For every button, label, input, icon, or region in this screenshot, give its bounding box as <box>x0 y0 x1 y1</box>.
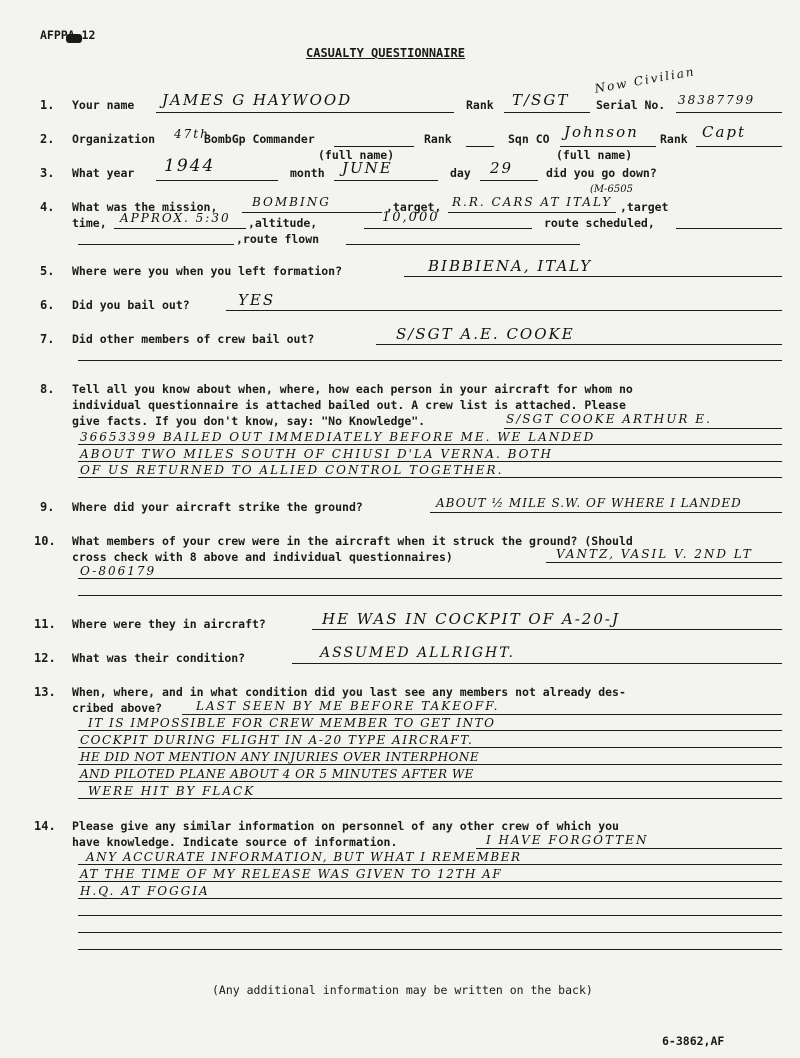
q13-answer-line-3: HE DID NOT MENTION ANY INJURIES OVER INTERPHONE <box>80 750 480 764</box>
q7-answer: S/SGT A.E. COOKE <box>396 325 575 343</box>
q2-sqn-line <box>560 146 656 147</box>
q11-label: Where were they in aircraft? <box>72 617 266 631</box>
q2-rank-label-2: Rank <box>660 132 688 146</box>
q3-label: What year <box>72 166 135 180</box>
q12-line <box>292 663 782 664</box>
q2-rank-label: Rank <box>424 132 452 146</box>
q4-target-note: (M-6505 <box>590 184 633 195</box>
q13-text-2: cribed above? <box>72 701 163 715</box>
q8-text-1: Tell all you know about when, where, how each person in your aircraft for whom no <box>72 382 633 396</box>
q8-answer-line-1: 36653399 BAILED OUT IMMEDIATELY BEFORE ME. WE LANDED <box>80 430 596 444</box>
q13-line-5 <box>78 798 782 799</box>
q4-route-flown-line-2 <box>346 244 580 245</box>
q4-target-label: ,target, <box>386 200 442 214</box>
q4-route-line <box>676 228 782 229</box>
q1-serial-label: Serial No. <box>596 98 666 112</box>
q9-label: Where did your aircraft strike the ground? <box>72 500 363 514</box>
q4-time-line <box>114 228 246 229</box>
q3-suffix: did you go down? <box>546 166 657 180</box>
q13-line-4 <box>78 781 782 782</box>
q1-serial-line <box>676 112 782 113</box>
q4-altitude-line <box>364 228 532 229</box>
q11-answer: HE WAS IN COCKPIT OF A-20-J <box>322 610 620 628</box>
q1-label: Your name <box>72 98 135 112</box>
q4-mission-answer: BOMBING <box>252 195 331 209</box>
q13-answer-line-5: WERE HIT BY FLACK <box>88 784 256 798</box>
q4-label: What was the mission, <box>72 200 218 214</box>
q3-month-label: month <box>290 166 325 180</box>
q3-year-answer: 1944 <box>164 156 216 176</box>
q2-number: 2. <box>40 132 55 146</box>
q7-number: 7. <box>40 332 55 346</box>
q2-full-name-1: (full name) <box>318 148 395 162</box>
q4-time-label: time, <box>72 216 107 230</box>
form-code: 6-3862,AF <box>662 1034 725 1048</box>
q3-month-line <box>334 180 438 181</box>
q10-text-2: cross check with 8 above and individual questionnaires) <box>72 550 453 564</box>
q14-line-3 <box>78 898 782 899</box>
q9-line <box>430 512 782 513</box>
q14-answer-line-3: H.Q. AT FOGGIA <box>80 884 210 898</box>
q14-answer-inline: I HAVE FORGOTTEN <box>486 833 649 847</box>
q10-line-2 <box>78 595 782 596</box>
q13-number: 13. <box>34 685 56 699</box>
q3-day-line <box>480 180 538 181</box>
q5-line <box>404 276 782 277</box>
q3-day-answer: 29 <box>490 159 514 177</box>
q14-answer-line-1: ANY ACCURATE INFORMATION, BUT WHAT I REMEMBER <box>86 850 522 864</box>
q14-line-0 <box>476 848 782 849</box>
q14-line-6 <box>78 949 782 950</box>
q6-label: Did you bail out? <box>72 298 190 312</box>
q9-answer: ABOUT ½ MILE S.W. OF WHERE I LANDED <box>436 496 742 510</box>
q3-year-line <box>156 180 278 181</box>
q4-time-answer: APPROX. 5:30 <box>120 211 231 225</box>
q10-answer-inline: VANTZ, VASIL V. 2ND LT <box>556 547 753 561</box>
q9-number: 9. <box>40 500 55 514</box>
q8-text-3: give facts. If you don't know, say: "No Knowledge". <box>72 414 426 428</box>
q13-answer-line-2: COCKPIT DURING FLIGHT IN A-20 TYPE AIRCRAFT. <box>80 733 474 747</box>
q14-line-5 <box>78 932 782 933</box>
q2-sqn-label: Sqn CO <box>508 132 550 146</box>
q2-bombgp-label: BombGp Commander <box>204 132 315 146</box>
q2-org-answer: 47th <box>174 127 210 141</box>
q13-answer-inline: LAST SEEN BY ME BEFORE TAKEOFF. <box>196 699 500 713</box>
q1-rank-answer: T/SGT <box>512 91 570 109</box>
q6-line <box>226 310 782 311</box>
q7-label: Did other members of crew bail out? <box>72 332 315 346</box>
footer-note: (Any additional information may be written on the back) <box>212 983 593 997</box>
q13-answer-line-4: AND PILOTED PLANE ABOUT 4 OR 5 MINUTES AFTER WE <box>80 767 474 781</box>
q6-number: 6. <box>40 298 55 312</box>
q4-number: 4. <box>40 200 55 214</box>
q1-number: 1. <box>40 98 55 112</box>
q14-answer-line-2: AT THE TIME OF MY RELEASE WAS GIVEN TO 12TH AF <box>80 867 503 881</box>
q7-line-2 <box>78 360 782 361</box>
q2-commander-line <box>334 146 414 147</box>
form-title: CASUALTY QUESTIONNAIRE <box>306 46 465 60</box>
q4-target-line <box>448 212 616 213</box>
q8-number: 8. <box>40 382 55 396</box>
q13-answer-line-1: IT IS IMPOSSIBLE FOR CREW MEMBER TO GET INTO <box>88 716 496 730</box>
q11-line <box>312 629 782 630</box>
q3-month-answer: JUNE <box>342 159 393 177</box>
q2-label: Organization <box>72 132 156 146</box>
q2-sqn-rank-answer: Capt <box>702 123 747 141</box>
q4-target-answer: R.R. CARS AT ITALY <box>452 195 613 209</box>
q10-line-1 <box>78 578 782 579</box>
q10-line-0 <box>546 562 782 563</box>
q10-text-1: What members of your crew were in the aircraft when it struck the ground? (Should <box>72 534 633 548</box>
q10-answer-line-2: O-806179 <box>80 564 157 578</box>
q14-number: 14. <box>34 819 56 833</box>
q4-mission-line <box>242 212 382 213</box>
q14-text-1: Please give any similar information on personnel of any other crew of which you <box>72 819 619 833</box>
q1-serial-answer: 38387799 <box>678 93 756 107</box>
q2-sqn-answer: Johnson <box>564 123 639 141</box>
q4-route-label: route scheduled, <box>544 216 655 230</box>
form-corner-code: AFPPA-12 <box>40 28 96 42</box>
q3-number: 3. <box>40 166 55 180</box>
q14-line-4 <box>78 915 782 916</box>
q8-answer-line-3: OF US RETURNED TO ALLIED CONTROL TOGETHER. <box>80 463 504 477</box>
q10-number: 10. <box>34 534 56 548</box>
q1-rank-line <box>504 112 590 113</box>
q8-line-3 <box>78 477 782 478</box>
q12-label: What was their condition? <box>72 651 246 665</box>
q5-number: 5. <box>40 264 55 278</box>
q5-label: Where were you when you left formation? <box>72 264 343 278</box>
q1-name-answer: JAMES G HAYWOOD <box>162 91 353 109</box>
q4-route-flown-label: ,route flown <box>236 232 320 246</box>
q4-altitude-label: ,altitude, <box>248 216 318 230</box>
q1-rank-label: Rank <box>466 98 494 112</box>
q14-line-1 <box>78 864 782 865</box>
q7-line <box>376 344 782 345</box>
q12-answer: ASSUMED ALLRIGHT. <box>320 645 515 661</box>
q6-answer: YES <box>238 291 276 309</box>
q2-full-name-2: (full name) <box>556 148 633 162</box>
q13-line-2 <box>78 747 782 748</box>
q2-sqn-rank-line <box>696 146 782 147</box>
q1-name-line <box>156 112 454 113</box>
q8-answer-line-2: ABOUT TWO MILES SOUTH OF CHIUSI D'LA VERNA. BOTH <box>80 447 553 461</box>
q3-day-label: day <box>450 166 471 180</box>
q12-number: 12. <box>34 651 56 665</box>
q1-rank-note: Now Civilian <box>593 64 697 96</box>
q13-text-1: When, where, and in what condition did you last see any members not already des- <box>72 685 626 699</box>
q13-line-3 <box>78 764 782 765</box>
q4-target-time-label: ,target <box>620 200 669 214</box>
q5-answer: BIBBIENA, ITALY <box>428 257 593 275</box>
q13-line-1 <box>78 730 782 731</box>
q11-number: 11. <box>34 617 56 631</box>
q2-rank-line <box>466 146 494 147</box>
q8-line-1 <box>78 444 782 445</box>
q14-text-2: have knowledge. Indicate source of information. <box>72 835 398 849</box>
q8-text-2: individual questionnaire is attached bailed out. A crew list is attached. Please <box>72 398 626 412</box>
q4-route-flown-line <box>78 244 234 245</box>
q14-line-2 <box>78 881 782 882</box>
q4-altitude-answer: 10,000 <box>382 210 440 225</box>
q8-answer-inline: S/SGT COOKE ARTHUR E. <box>506 412 712 426</box>
